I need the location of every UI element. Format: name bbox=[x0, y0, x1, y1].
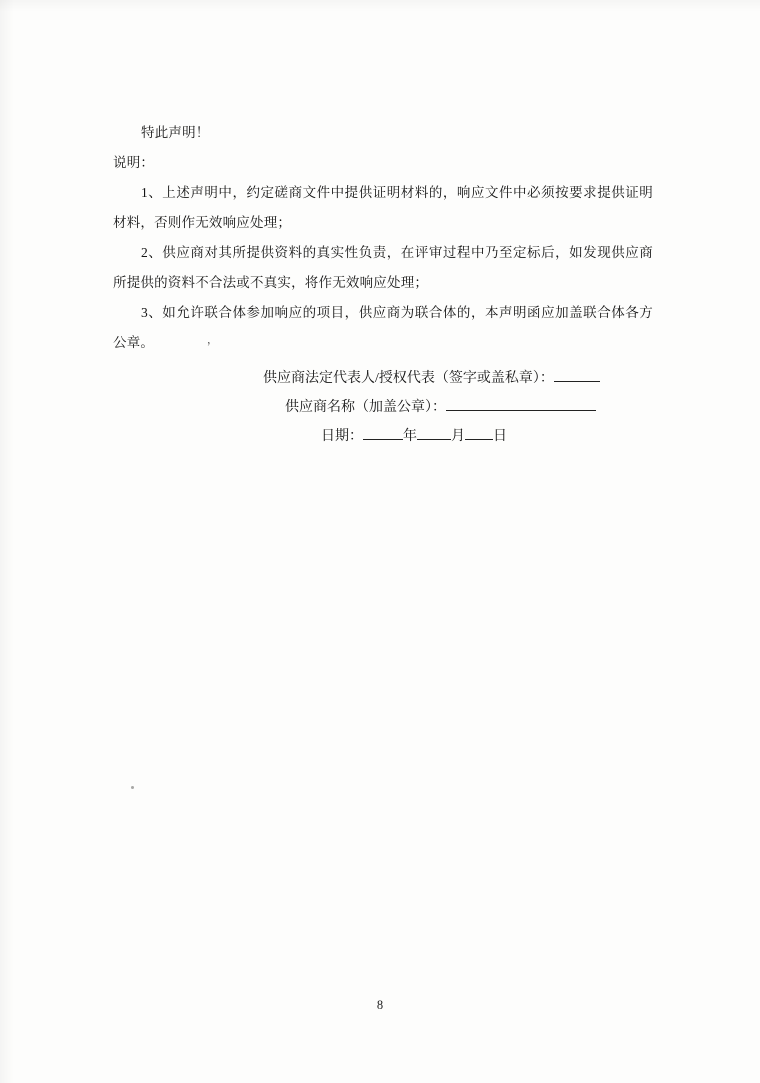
signature-supplier-label: 供应商名称（加盖公章）： bbox=[285, 400, 446, 415]
signature-supplier-blank[interactable] bbox=[446, 410, 596, 411]
signature-representative-line bbox=[113, 364, 653, 393]
signature-representative-label: 供应商法定代表人/授权代表（签字或盖私章）： bbox=[263, 371, 554, 386]
note-label: 说明： bbox=[113, 155, 155, 170]
signature-representative-blank[interactable] bbox=[554, 381, 600, 382]
stray-comma-mark: ， bbox=[207, 334, 218, 346]
page-number: 8 bbox=[376, 998, 384, 1012]
scan-artifact-dot bbox=[131, 786, 134, 789]
signature-supplier-line bbox=[113, 393, 653, 422]
signature-block bbox=[113, 364, 653, 451]
signature-date-line bbox=[113, 422, 653, 451]
declaration-heading: 特此声明！ bbox=[141, 125, 210, 140]
date-day-blank[interactable] bbox=[465, 439, 493, 440]
scan-edge-shadow-left bbox=[0, 0, 14, 1083]
clause-3: 3、如允许联合体参加响应的项目，供应商为联合体的，本声明函应加盖联合体各方公章。 bbox=[113, 305, 653, 350]
date-day-unit: 日 bbox=[493, 429, 507, 444]
date-month-blank[interactable] bbox=[417, 439, 451, 440]
date-month-unit: 月 bbox=[451, 429, 465, 444]
date-year-blank[interactable] bbox=[363, 439, 403, 440]
scan-edge-shadow-top bbox=[0, 0, 760, 12]
signature-date-label: 日期： bbox=[321, 429, 363, 444]
clause-1: 1、上述声明中，约定磋商文件中提供证明材料的，响应文件中必须按要求提供证明材料，否则作无效响应处理； bbox=[113, 185, 653, 230]
date-year-unit: 年 bbox=[403, 429, 417, 444]
document-body bbox=[113, 118, 653, 358]
clause-2: 2、供应商对其所提供资料的真实性负责，在评审过程中乃至定标后，如发现供应商所提供的资料不合法或不真实，将作无效响应处理； bbox=[113, 245, 653, 290]
